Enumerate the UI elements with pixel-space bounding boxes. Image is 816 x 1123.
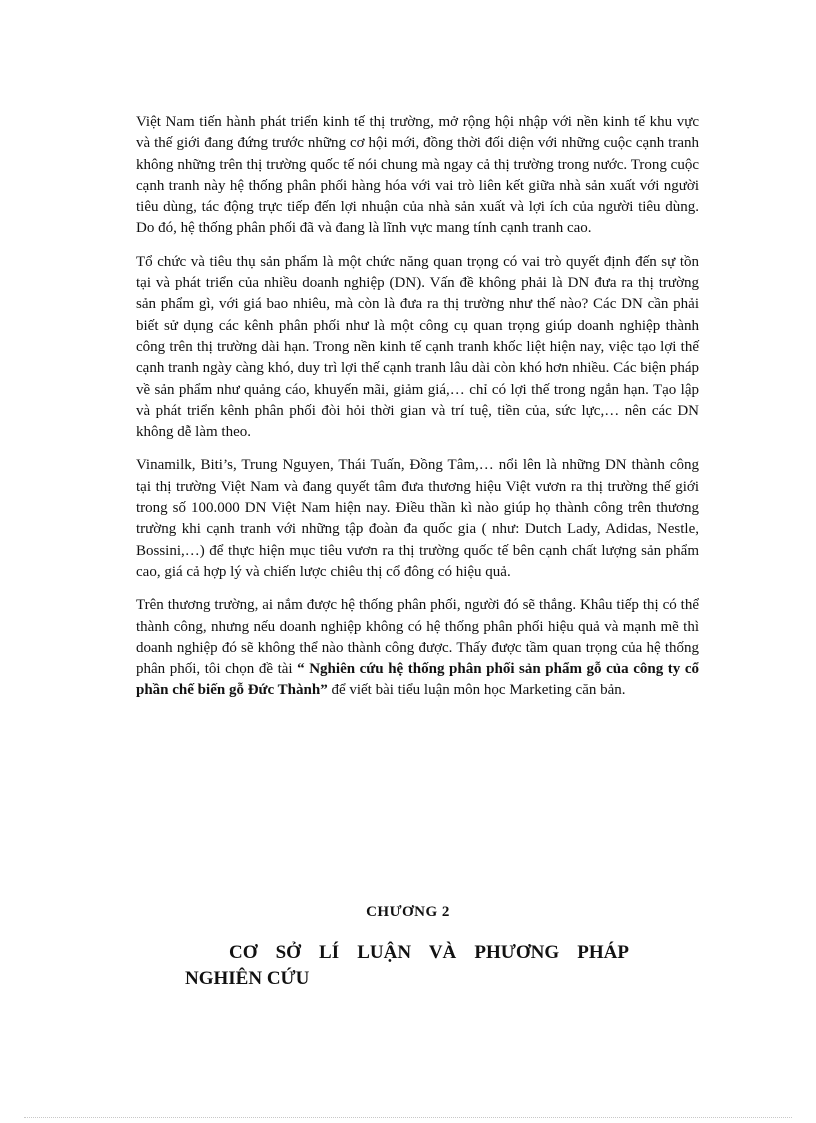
paragraph-topic-choice: [136, 595, 699, 701]
footer-divider: [24, 1117, 792, 1118]
paragraph-distribution-role: [136, 252, 699, 444]
paragraph-text: Vinamilk, Biti’s, Trung Nguyen, Thái Tuấn, Đồng Tâm,… nổi lên là những DN thành công tại thị trường Việt Nam và đang quyết tâm đưa thương hiệu Việt vươn ra thị trường thế giới trong số 100.000 DN Việt Nam hiện nay. Điều thần kì nào giúp họ thành công trên thương trường khi cạnh tranh với những tập đoàn đa quốc gia ( như: Dutch Lady, Adidas, Nestle, Bossini,…) để thực hiện mục tiêu vươn ra thị trường quốc tế bên cạnh chất lượng sản phẩm cao, giá cả hợp lý và chiến lược chiêu thị cổ đông có hiệu quả.: [136, 457, 699, 580]
paragraph-text: Tổ chức và tiêu thụ sản phẩm là một chức năng quan trọng có vai trò quyết định đến sự tồn tại và phát triển của nhiều doanh nghiệp (DN). Vấn đề không phải là DN đưa ra thị trường sản phẩm gì, với giá bao nhiêu, mà còn là đưa ra thị trường như thế nào? Các DN cần phải biết sử dụng các kênh phân phối như là một công cụ quan trọng giúp doanh nghiệp thành công trên thị trường dài hạn. Trong nền kinh tế cạnh tranh khốc liệt hiện nay, việc tạo lợi thế cạnh tranh ngày càng khó, duy trì lợi thế cạnh tranh lâu dài còn khó hơn nhiều. Các biện pháp về sản phẩm như quảng cáo, khuyến mãi, giảm giá,… chỉ có lợi thế trong ngắn hạn. Tạo lập và phát triển kênh phân phối đòi hỏi thời gian và trí tuệ, tiền của, sức lực,… nên các DN không dễ làm theo.: [136, 253, 699, 441]
chapter-title-line-2: NGHIÊN CỨU: [185, 968, 310, 989]
paragraph-text: Việt Nam tiến hành phát triển kinh tế thị trường, mở rộng hội nhập với nền kinh tế khu vực và thế giới đang đứng trước những cơ hội mới, đồng thời đối diện với những cuộc cạnh tranh không những trên thị trường quốc tế nói chung mà ngay cả thị trường trong nước. Trong cuộc cạnh tranh này hệ thống phân phối hàng hóa với vai trò liên kết giữa nhà sản xuất với người tiêu dùng, tác động trực tiếp đến lợi nhuận của nhà sản xuất và lợi ích của người tiêu dùng. Do đó, hệ thống phân phối đã và đang là lĩnh vực mang tính cạnh tranh cao.: [136, 114, 699, 237]
chapter-label: CHƯƠNG 2: [366, 904, 450, 920]
chapter-title-line-1: CƠ SỞ LÍ LUẬN VÀ PHƯƠNG PHÁP: [229, 942, 629, 963]
paragraph-intro: [136, 112, 699, 240]
chapter-title: [185, 940, 629, 992]
topic-title: “ Nghiên cứu hệ thống phân phối sản phẩm gỗ của công ty cổ phần chế biến gỗ Đức Thành”: [136, 661, 700, 699]
body-text: [136, 112, 699, 714]
paragraph-text: Trên thương trường, ai nắm được hệ thống phân phối, người đó sẽ thắng. Khâu tiếp thị có thể thành công, nhưng nếu doanh nghiệp không có hệ thống phân phối hiệu quả và mạnh mẽ thì doanh nghiệp đó sẽ không thể nào thành công được. Thấy được tầm quan trọng của hệ thống phân phối, tôi chọn đề tài: [136, 597, 699, 678]
paragraph-success-examples: [136, 455, 699, 583]
paragraph-text: để viết bài tiểu luận môn học Marketing căn bản.: [327, 682, 626, 699]
